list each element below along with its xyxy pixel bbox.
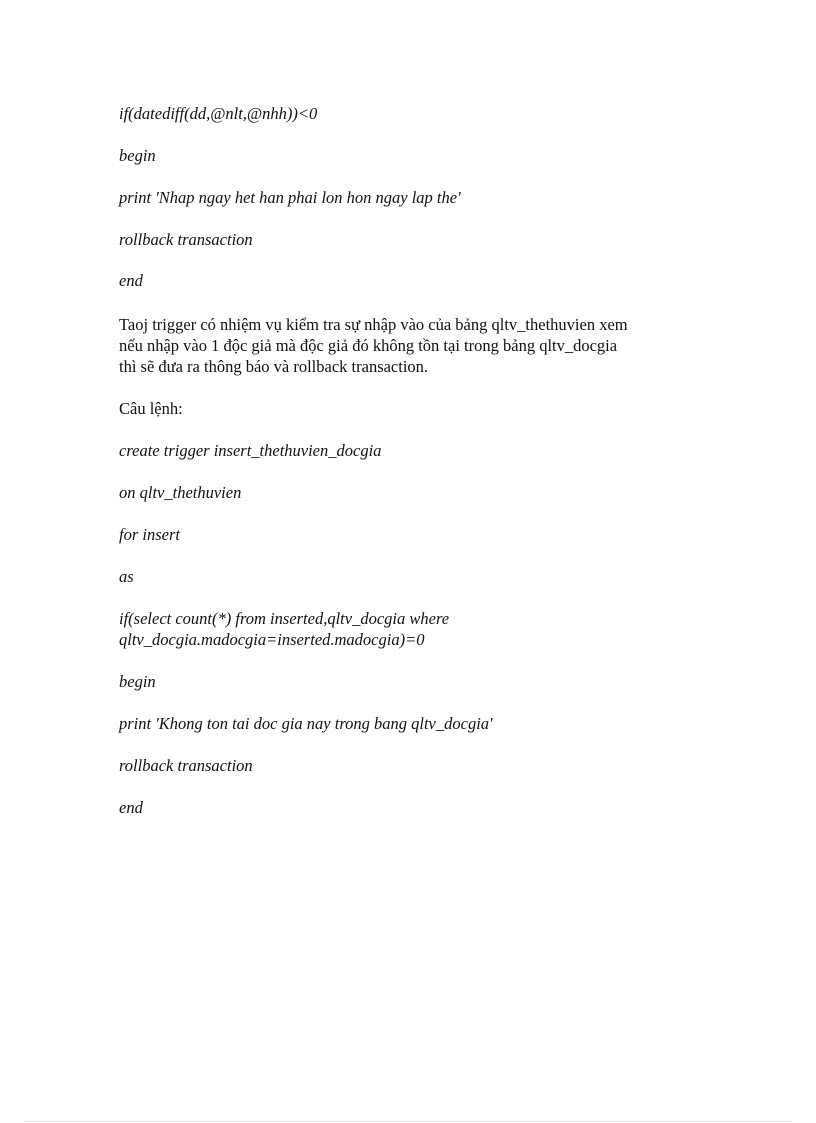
code-line-for-insert: for insert xyxy=(119,525,180,544)
code-line-begin: begin xyxy=(119,146,156,165)
code-line-begin-2: begin xyxy=(119,672,156,691)
paragraph-line-3: thì sẽ đưa ra thông báo và rollback transaction. xyxy=(119,357,429,376)
code-line-end-2: end xyxy=(119,798,143,817)
code-line-end: end xyxy=(119,271,143,290)
code-line-where-condition: qltv_docgia.madocgia=inserted.madocgia)=0 xyxy=(119,630,425,649)
code-line-rollback-2: rollback transaction xyxy=(119,756,253,775)
paragraph-line-2: nếu nhập vào 1 độc giả mà độc giả đó không tồn tại trong bảng qltv_docgia xyxy=(119,336,618,355)
code-line-as: as xyxy=(119,567,134,586)
code-line-if-select: if(select count(*) from inserted,qltv_docgia where xyxy=(119,609,450,628)
code-line-print-2: print 'Khong ton tai doc gia nay trong bang qltv_docgia' xyxy=(119,714,493,733)
code-line-on-table: on qltv_thethuvien xyxy=(119,483,242,502)
paragraph-line-1: Taoj trigger có nhiệm vụ kiểm tra sự nhập vào của bảng qltv_thethuvien xem xyxy=(119,315,628,334)
statement-label: Câu lệnh: xyxy=(119,399,183,418)
code-line-if-datediff: if(datediff(dd,@nlt,@nhh))<0 xyxy=(119,104,318,123)
page-bottom-divider xyxy=(24,1121,792,1122)
code-line-create-trigger: create trigger insert_thethuvien_docgia xyxy=(119,441,382,460)
code-line-rollback: rollback transaction xyxy=(119,230,253,249)
code-line-print: print 'Nhap ngay het han phai lon hon ngay lap the' xyxy=(119,188,461,207)
